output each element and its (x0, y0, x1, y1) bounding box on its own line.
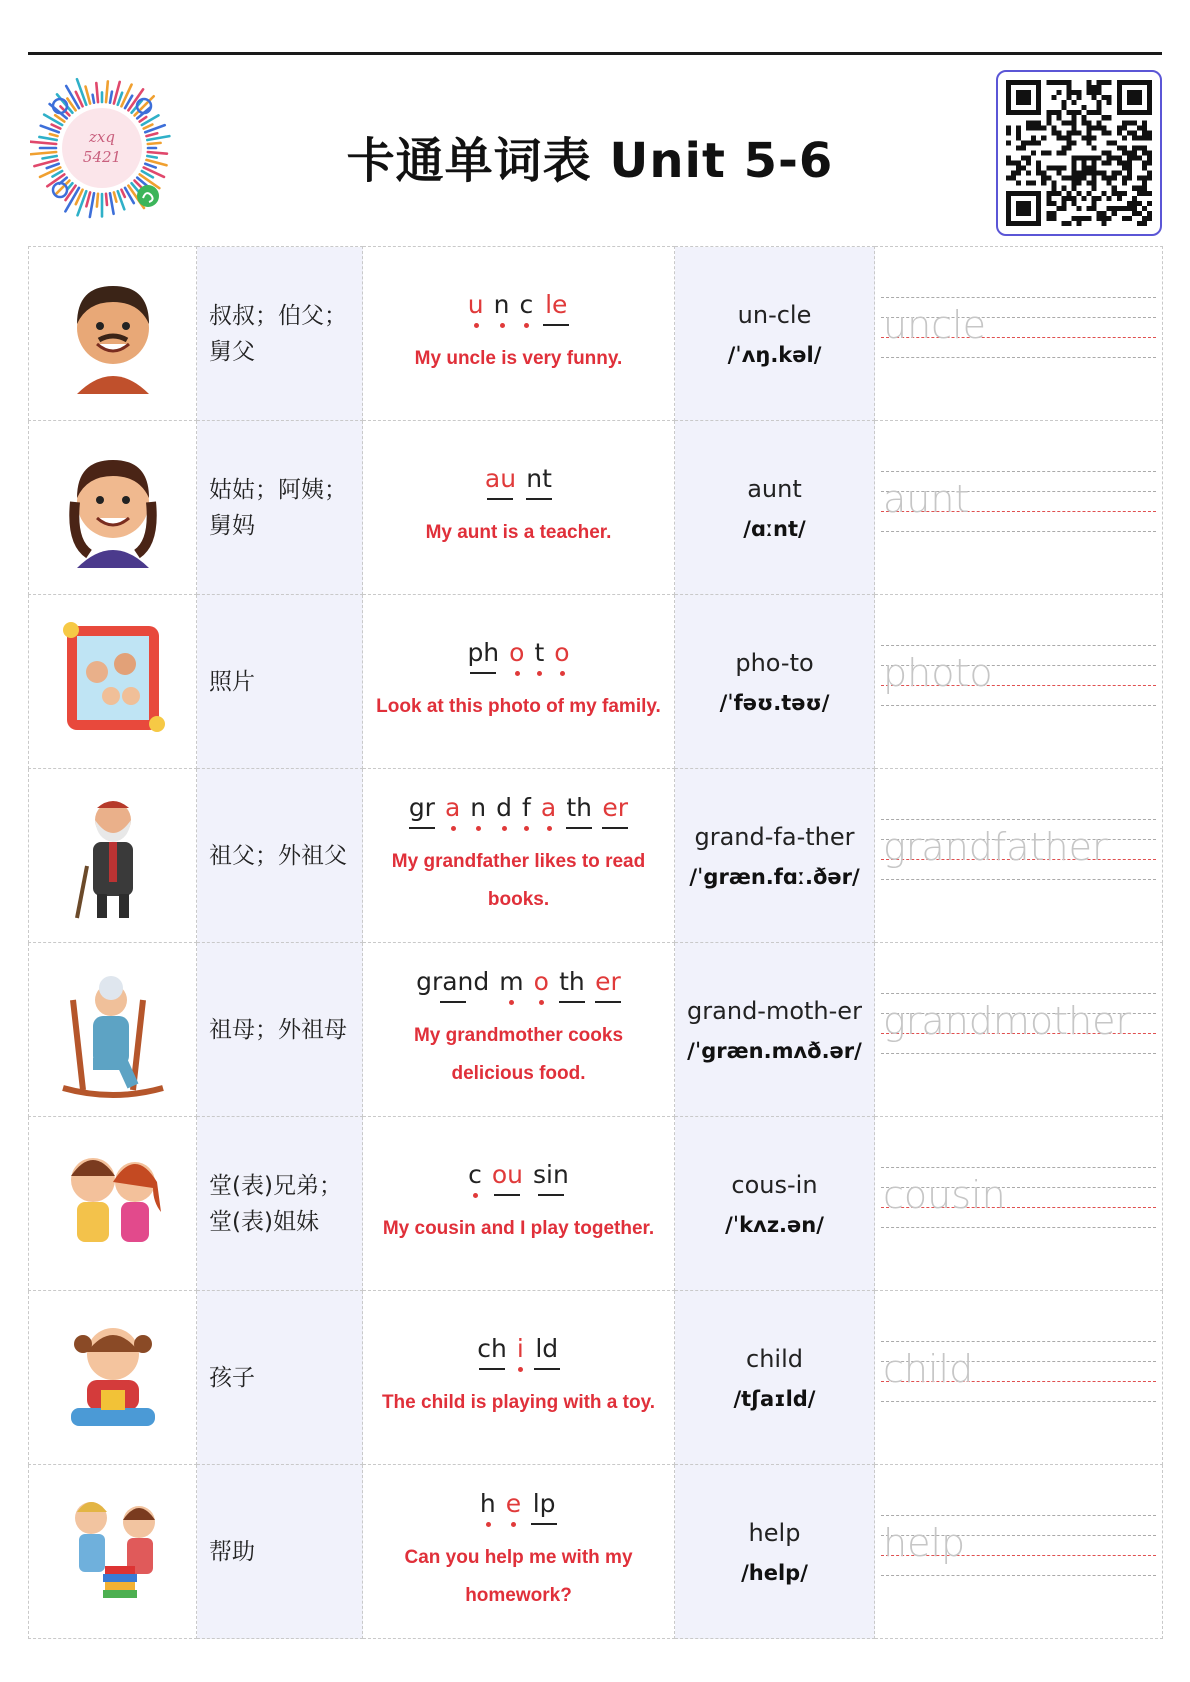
chinese-meaning: 祖父；外祖父 (197, 769, 363, 943)
phonics-breakdown (477, 1334, 560, 1374)
phonics-letters: n (470, 792, 487, 822)
phonics-letters: gr (408, 792, 435, 822)
handwriting-practice[interactable] (875, 943, 1163, 1117)
phonics-segment (445, 793, 460, 833)
phonics-dot-mark (485, 1521, 491, 1529)
phonics-dot-mark (546, 825, 552, 833)
phonics-dot-mark (514, 670, 520, 678)
example-sentence: My uncle is very funny. (414, 347, 623, 369)
phonics-bar-mark (566, 825, 592, 833)
phonics-segment (541, 793, 556, 833)
phonics-bar-mark (409, 825, 435, 833)
phonics-segment (480, 1489, 496, 1529)
phonics-segment (485, 464, 516, 504)
ipa-transcription: /ˈkʌz.ən/ (725, 1212, 824, 1237)
uncle-cartoon-icon (53, 264, 173, 404)
phonics-segment (566, 793, 592, 833)
syllable-split: child (746, 1344, 803, 1373)
syllable-cell (675, 421, 875, 595)
phonics-bar-mark (494, 1192, 520, 1200)
phonics-letters: ou (491, 1159, 524, 1189)
trace-word: aunt (883, 477, 970, 521)
ipa-transcription: /ɑːnt/ (743, 516, 806, 541)
phonics-dot-mark (559, 670, 565, 678)
phonics-segment (477, 1334, 507, 1374)
syllable-cell (675, 1291, 875, 1465)
syllable-split: un-cle (737, 300, 812, 329)
ipa-transcription: /help/ (741, 1560, 808, 1585)
phonics-letters: lp (532, 1488, 556, 1518)
phonics-dot-mark (508, 999, 514, 1007)
word-phonics-cell (363, 1291, 675, 1465)
phonics-dot-mark (475, 825, 481, 833)
phonics-segment (470, 793, 486, 833)
word-phonics-cell (363, 943, 675, 1117)
phonics-segment (517, 1334, 524, 1374)
cousins-cartoon-icon (53, 1134, 173, 1274)
trace-word: uncle (883, 303, 986, 347)
syllable-split: pho-to (735, 648, 814, 677)
phonics-segment (519, 290, 533, 330)
phonics-bar-mark (470, 670, 496, 678)
chinese-meaning: 堂(表)兄弟；堂(表)姐妹 (197, 1117, 363, 1291)
top-rule (28, 52, 1162, 55)
trace-word: help (883, 1521, 966, 1565)
phonics-letters: c (468, 1159, 482, 1189)
phonics-letters: c (519, 289, 534, 319)
phonics-bar-mark (595, 999, 621, 1007)
vocab-row (29, 1291, 1163, 1465)
phonics-bar-mark (559, 999, 585, 1007)
phonics-bar-mark (487, 496, 513, 504)
phonics-segment (534, 1334, 560, 1374)
writing-guide-lines (881, 1515, 1156, 1579)
vocabulary-table (28, 246, 1163, 1639)
writing-guide-lines (881, 645, 1156, 709)
example-sentence: My grandmother cooks delicious food. (413, 1024, 624, 1084)
phonics-dot-mark (517, 1366, 523, 1374)
writing-guide-lines (881, 819, 1156, 883)
syllable-cell (675, 247, 875, 421)
handwriting-practice[interactable] (875, 1465, 1163, 1639)
word-picture (29, 1465, 197, 1639)
phonics-bar-mark (538, 1192, 564, 1200)
phonics-segment (509, 638, 524, 678)
chinese-meaning: 姑姑；阿姨；舅妈 (197, 421, 363, 595)
syllable-split: grand-moth-er (687, 996, 862, 1025)
qr-code-graphic (1006, 80, 1152, 226)
word-picture (29, 943, 197, 1117)
phonics-letters: n (493, 289, 510, 319)
word-phonics-cell (363, 769, 675, 943)
phonics-segment (534, 967, 549, 1007)
phonics-dot-mark (523, 825, 529, 833)
phonics-segment (522, 793, 531, 833)
phonics-dot-mark (523, 322, 529, 330)
phonics-letters: ch (477, 1333, 507, 1363)
handwriting-practice[interactable] (875, 1117, 1163, 1291)
word-phonics-cell (363, 247, 675, 421)
ipa-transcription: /ˈfəʊ.təʊ/ (719, 690, 830, 715)
ipa-transcription: /ˈgræn.fɑː.ðər/ (689, 864, 860, 889)
writing-guide-lines (881, 1167, 1156, 1231)
chinese-meaning: 孩子 (197, 1291, 363, 1465)
phonics-segment (499, 967, 523, 1007)
phonics-dot-mark (538, 999, 544, 1007)
phonics-breakdown (409, 793, 628, 833)
child-cartoon-icon (53, 1308, 173, 1448)
chinese-meaning: 照片 (197, 595, 363, 769)
syllable-cell (675, 1465, 875, 1639)
phonics-letters: o (533, 966, 549, 996)
phonics-segment (533, 1160, 569, 1200)
phonics-letters: er (595, 966, 621, 996)
helping-kids-icon (53, 1482, 173, 1622)
grandfather-cartoon-icon (53, 786, 173, 926)
phonics-dot-mark (473, 322, 479, 330)
phonics-bar-mark (543, 322, 569, 330)
syllable-split: grand-fa-ther (694, 822, 855, 851)
example-sentence: Can you help me with my homework? (404, 1546, 633, 1606)
vocab-row (29, 1465, 1163, 1639)
word-picture (29, 595, 197, 769)
phonics-breakdown (480, 1489, 557, 1529)
phonics-letters: u (467, 289, 484, 319)
syllable-cell (675, 943, 875, 1117)
phonics-letters: th (566, 792, 592, 822)
phonics-segment (554, 638, 569, 678)
handwriting-practice[interactable] (875, 1291, 1163, 1465)
phonics-segment (468, 290, 484, 330)
phonics-letters: e (505, 1488, 522, 1518)
family-photo-icon (53, 612, 173, 752)
phonics-letters: a (540, 792, 557, 822)
mini-code-line-2: 5421 (82, 148, 122, 166)
phonics-segment (534, 638, 544, 678)
example-sentence: My aunt is a teacher. (425, 521, 612, 543)
writing-guide-lines (881, 993, 1156, 1057)
phonics-letters: sin (533, 1159, 569, 1189)
phonics-letters: o (554, 637, 570, 667)
syllable-cell (675, 769, 875, 943)
phonics-bar-mark (531, 1521, 557, 1529)
phonics-letters: a (444, 792, 461, 822)
handwriting-practice[interactable] (875, 769, 1163, 943)
phonics-dot-mark (450, 825, 456, 833)
phonics-letters: nt (526, 463, 552, 493)
phonics-breakdown (468, 290, 569, 330)
phonics-bar-mark (479, 1366, 505, 1374)
writing-guide-lines (881, 297, 1156, 361)
mini-program-code-icon (30, 76, 180, 226)
phonics-letters: ld (535, 1333, 559, 1363)
word-picture (29, 1291, 197, 1465)
phonics-dot-mark (499, 322, 505, 330)
mini-code-line-1: zxq (89, 128, 115, 146)
syllable-cell (675, 1117, 875, 1291)
phonics-letters: er (602, 792, 628, 822)
phonics-segment (416, 967, 489, 1007)
example-sentence: My grandfather likes to read books. (391, 850, 646, 910)
chinese-meaning: 叔叔；伯父；舅父 (197, 247, 363, 421)
word-picture (29, 247, 197, 421)
grandmother-cartoon-icon (53, 960, 173, 1100)
phonics-letters: th (559, 966, 585, 996)
vocab-row (29, 247, 1163, 421)
example-sentence: The child is playing with a toy. (381, 1391, 656, 1413)
vocab-row (29, 769, 1163, 943)
phonics-segment (496, 793, 512, 833)
phonics-segment (531, 1489, 557, 1529)
trace-word: photo (883, 651, 993, 695)
example-sentence: Look at this photo of my family. (376, 695, 661, 717)
word-phonics-cell (363, 421, 675, 595)
mini-program-code-graphic (30, 76, 180, 226)
phonics-letters: o (509, 637, 525, 667)
ipa-transcription: /tʃaɪld/ (733, 1386, 816, 1411)
word-phonics-cell (363, 595, 675, 769)
phonics-breakdown (485, 464, 552, 504)
handwriting-practice[interactable] (875, 595, 1163, 769)
qr-code-icon[interactable] (996, 70, 1162, 236)
phonics-dot-mark (536, 670, 542, 678)
page-title: 卡通单词表 Unit 5-6 (346, 133, 834, 189)
phonics-letters: t (534, 637, 545, 667)
trace-word: child (883, 1347, 974, 1391)
word-picture (29, 769, 197, 943)
vocab-row (29, 1117, 1163, 1291)
phonics-letters: d (496, 792, 513, 822)
syllable-split: aunt (747, 474, 802, 503)
phonics-letters: h (479, 1488, 496, 1518)
phonics-segment (506, 1489, 521, 1529)
syllable-cell (675, 595, 875, 769)
phonics-segment (467, 638, 499, 678)
phonics-bar-mark (440, 999, 466, 1007)
writing-guide-lines (881, 1341, 1156, 1405)
phonics-letters: i (516, 1333, 524, 1363)
word-picture (29, 421, 197, 595)
phonics-letters: le (545, 289, 568, 319)
chinese-meaning: 祖母；外祖母 (197, 943, 363, 1117)
trace-word: grandfather (883, 825, 1108, 869)
word-picture (29, 1117, 197, 1291)
trace-word: cousin (883, 1173, 1006, 1217)
trace-word: grandmother (883, 999, 1132, 1043)
phonics-segment (543, 290, 569, 330)
word-phonics-cell (363, 1465, 675, 1639)
phonics-breakdown (416, 967, 621, 1007)
phonics-dot-mark (472, 1192, 478, 1200)
phonics-segment (526, 464, 552, 504)
page-header (28, 64, 1162, 240)
phonics-letters: au (484, 463, 517, 493)
phonics-dot-mark (501, 825, 507, 833)
handwriting-practice[interactable] (875, 247, 1163, 421)
ipa-transcription: /ˈʌŋ.kəl/ (727, 342, 822, 367)
phonics-bar-mark (526, 496, 552, 504)
vocab-row (29, 595, 1163, 769)
word-phonics-cell (363, 1117, 675, 1291)
chinese-meaning: 帮助 (197, 1465, 363, 1639)
example-sentence: My cousin and I play together. (382, 1217, 655, 1239)
phonics-letters: ph (467, 637, 500, 667)
phonics-bar-mark (602, 825, 628, 833)
phonics-segment (559, 967, 585, 1007)
vocab-row (29, 943, 1163, 1117)
syllable-split: cous-in (731, 1170, 818, 1199)
phonics-letters: m (499, 966, 524, 996)
phonics-segment (602, 793, 628, 833)
phonics-dot-mark (510, 1521, 516, 1529)
writing-guide-lines (881, 471, 1156, 535)
vocab-row (29, 421, 1163, 595)
ipa-transcription: /ˈgræn.mʌð.ər/ (687, 1038, 862, 1063)
phonics-letters: grand (416, 966, 490, 996)
phonics-letters: f (522, 792, 531, 822)
phonics-breakdown (468, 1160, 569, 1200)
phonics-segment (494, 290, 510, 330)
phonics-segment (595, 967, 621, 1007)
handwriting-practice[interactable] (875, 421, 1163, 595)
aunt-cartoon-icon (53, 438, 173, 578)
phonics-breakdown (467, 638, 569, 678)
phonics-segment (468, 1160, 482, 1200)
phonics-segment (409, 793, 435, 833)
phonics-bar-mark (534, 1366, 560, 1374)
phonics-segment (492, 1160, 523, 1200)
syllable-split: help (748, 1518, 801, 1547)
